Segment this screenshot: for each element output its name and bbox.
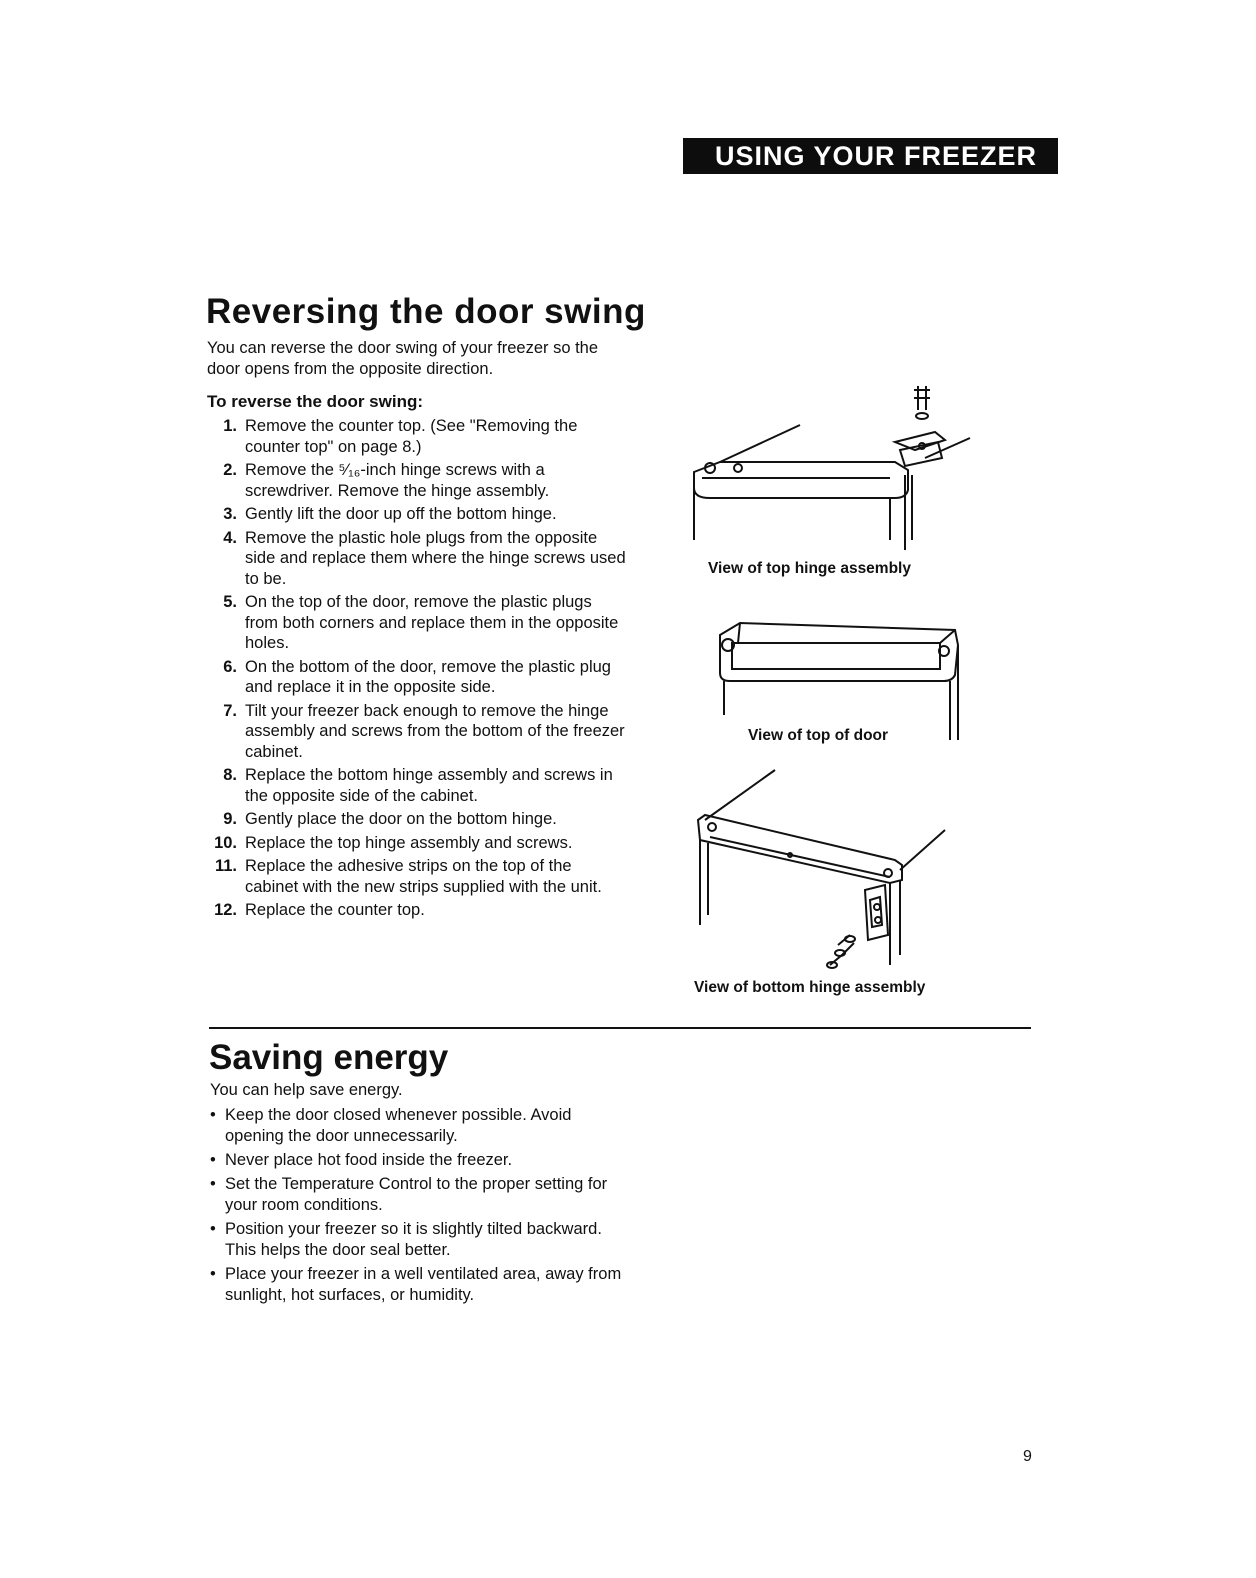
tip-item: • Never place hot food inside the freezer. bbox=[210, 1151, 513, 1169]
step-item: 11. Replace the adhesive strips on the top of the cabinet with the new strips supplied with the unit. bbox=[214, 857, 602, 896]
step-item: 5. On the top of the door, remove the plastic plugs from both corners and replace them in the opposite holes. bbox=[223, 593, 619, 652]
top-hinge-illustration bbox=[680, 380, 980, 555]
caption-top-hinge: View of top hinge assembly bbox=[708, 560, 911, 577]
step-item: 2. Remove the ⁵⁄₁₆-inch hinge screws with a screwdriver. Remove the hinge assembly. bbox=[223, 461, 550, 500]
reversing-title: Reversing the door swing bbox=[206, 292, 646, 331]
step-item: 12. Replace the counter top. bbox=[214, 901, 425, 919]
top-of-door-illustration bbox=[700, 615, 965, 745]
bottom-hinge-illustration bbox=[690, 765, 960, 975]
caption-bottom-hinge: View of bottom hinge assembly bbox=[694, 979, 926, 996]
section-banner: USING YOUR FREEZER bbox=[683, 138, 1058, 174]
step-item: 1. Remove the counter top. (See "Removing the counter top" on page 8.) bbox=[223, 417, 578, 456]
step-item: 10. Replace the top hinge assembly and screws. bbox=[214, 833, 573, 852]
reversing-intro: You can reverse the door swing of your freezer so the door opens from the opposite direction. bbox=[207, 339, 599, 378]
tip-item: • Set the Temperature Control to the proper setting for your room conditions. bbox=[210, 1175, 608, 1214]
tip-item: • Keep the door closed whenever possible. Avoid opening the door unnecessarily. bbox=[210, 1106, 572, 1145]
saving-intro: You can help save energy. bbox=[210, 1081, 403, 1099]
step-item: 7. Tilt your freezer back enough to remove the hinge assembly and screws from the bottom of the freezer cabinet. bbox=[223, 701, 625, 761]
step-item: 6. On the bottom of the door, remove the plastic plug and replace it in the opposite side. bbox=[223, 657, 611, 696]
step-item: 4. Remove the plastic hole plugs from the opposite side and replace them where the hinge screws used to be. bbox=[223, 528, 626, 588]
page-number: 9 bbox=[1023, 1448, 1032, 1465]
step-item: 9. Gently place the door on the bottom hinge. bbox=[223, 810, 557, 828]
caption-top-door: View of top of door bbox=[748, 727, 889, 744]
section-divider bbox=[209, 1027, 1031, 1029]
steps-list bbox=[207, 416, 627, 924]
tip-item: • Place your freezer in a well ventilated area, away from sunlight, hot surfaces, or humidity. bbox=[210, 1265, 622, 1304]
saving-title: Saving energy bbox=[209, 1038, 449, 1077]
step-item: 8. Replace the bottom hinge assembly and screws in the opposite side of the cabinet. bbox=[223, 766, 613, 805]
step-item: 3. Gently lift the door up off the bottom hinge. bbox=[223, 505, 557, 523]
tip-item: • Position your freezer so it is slightly tilted backward. This helps the door seal better. bbox=[210, 1220, 602, 1259]
steps-title: To reverse the door swing: bbox=[207, 392, 424, 411]
tips-list bbox=[210, 1105, 630, 1309]
